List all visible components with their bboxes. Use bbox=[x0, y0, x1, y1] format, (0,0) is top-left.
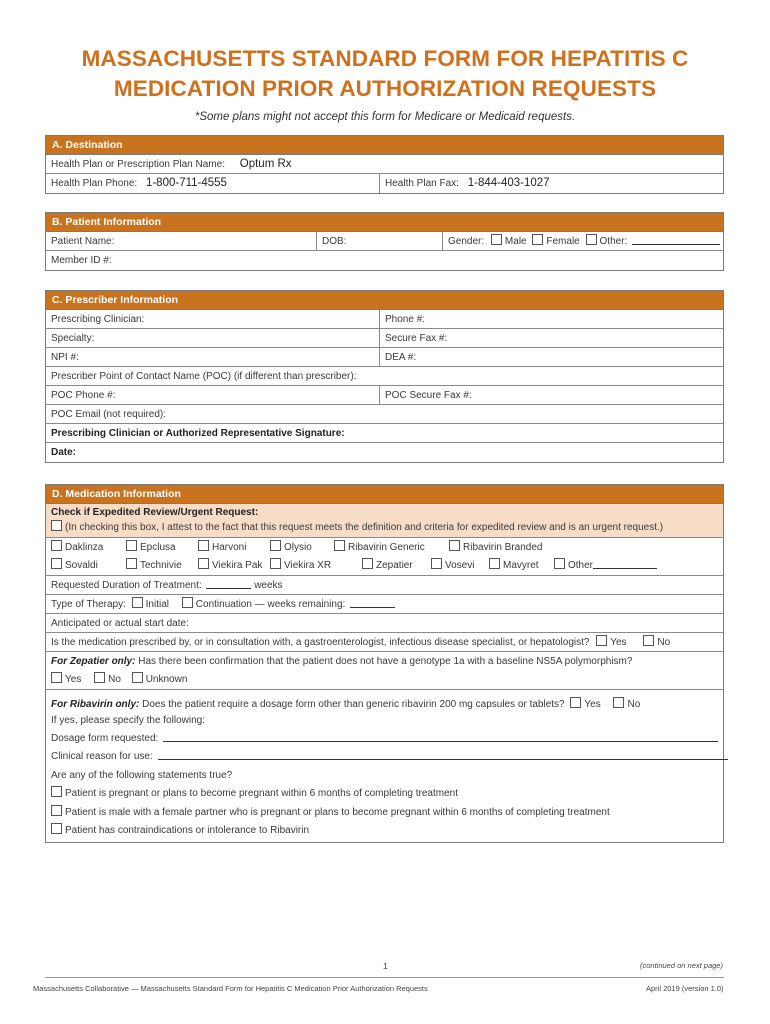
drug-ribavirin-generic[interactable]: Ribavirin Generic bbox=[334, 538, 425, 557]
start-date-field[interactable]: Anticipated or actual start date: bbox=[51, 618, 189, 629]
specialist-yes-option[interactable]: Yes bbox=[596, 637, 626, 648]
drug-viekira-xr[interactable]: Viekira XR bbox=[270, 556, 331, 575]
plan-fax-value: 1-844-403-1027 bbox=[467, 177, 550, 189]
section-patient bbox=[45, 212, 724, 271]
plan-phone-row bbox=[46, 174, 723, 193]
drug-list-row bbox=[46, 538, 723, 576]
dob-field[interactable] bbox=[316, 232, 442, 251]
drug-other-line[interactable] bbox=[593, 558, 657, 569]
plan-name-label: Health Plan or Prescription Plan Name: bbox=[51, 159, 225, 170]
duration-line[interactable] bbox=[206, 578, 251, 589]
drug-olysio[interactable]: Olysio bbox=[270, 538, 312, 557]
therapy-initial-option[interactable]: Initial bbox=[132, 599, 169, 610]
poc-fax-field[interactable]: POC Secure Fax #: bbox=[379, 386, 725, 405]
plan-fax-label: Health Plan Fax: bbox=[385, 178, 459, 189]
footer-right-text: April 2019 (version 1.0) bbox=[646, 984, 724, 993]
poc-email-row bbox=[46, 405, 723, 424]
statement-contraindications[interactable]: Patient has contraindications or intolerance to Ribavirin bbox=[51, 821, 309, 840]
start-date-row bbox=[46, 614, 723, 633]
drug-technivie[interactable]: Technivie bbox=[126, 556, 182, 575]
urgent-request-row bbox=[46, 504, 723, 538]
zepatier-row bbox=[46, 652, 723, 690]
secure-fax-field[interactable]: Secure Fax #: bbox=[379, 329, 725, 348]
gender-male-checkbox[interactable] bbox=[491, 234, 502, 245]
signature-field[interactable]: Prescribing Clinician or Authorized Representative Signature: bbox=[51, 428, 345, 439]
poc-name-field[interactable]: Prescriber Point of Contact Name (POC) (if different than prescriber): bbox=[51, 371, 357, 382]
plan-name-value: Optum Rx bbox=[239, 158, 292, 170]
footer-left-text: Massachusetts Collaborative — Massachusetts Standard Form for Hepatitis C Medication Prior Authorization Requests bbox=[33, 984, 428, 993]
prescriber-phone-field[interactable]: Phone #: bbox=[379, 310, 725, 329]
zepatier-yes-option[interactable]: Yes bbox=[51, 674, 81, 685]
gender-female-checkbox[interactable] bbox=[532, 234, 543, 245]
duration-field[interactable]: Requested Duration of Treatment: weeks bbox=[51, 580, 283, 591]
patient-name-row bbox=[46, 232, 723, 251]
drug-viekira-pak[interactable]: Viekira Pak bbox=[198, 556, 262, 575]
statements-label: Are any of the following statements true? bbox=[51, 770, 233, 781]
date-field[interactable]: Date: bbox=[51, 447, 77, 458]
poc-phone-row bbox=[46, 386, 723, 405]
section-prescriber bbox=[45, 290, 724, 463]
section-b-heading: B. Patient Information bbox=[46, 213, 723, 232]
npi-row bbox=[46, 348, 723, 367]
gender-other-option[interactable]: Other: bbox=[586, 236, 628, 247]
dosage-form-line[interactable] bbox=[163, 731, 718, 742]
clinical-reason-field[interactable]: Clinical reason for use: bbox=[51, 747, 728, 766]
clinician-row bbox=[46, 310, 723, 329]
statement-pregnant[interactable]: Patient is pregnant or plans to become pregnant within 6 months of completing treatment bbox=[51, 784, 458, 803]
zepatier-question: For Zepatier only: Has there been confirmation that the patient does not have a genotype 1a with a baseline NS5A polymorphism? bbox=[51, 656, 633, 667]
drug-harvoni[interactable]: Harvoni bbox=[198, 538, 246, 557]
ribavirin-yes-option[interactable]: Yes bbox=[570, 699, 600, 710]
continued-note: (continued on next page) bbox=[640, 961, 723, 970]
drug-epclusa[interactable]: Epclusa bbox=[126, 538, 176, 557]
ribavirin-block bbox=[46, 690, 723, 840]
patient-name-label: Patient Name: bbox=[51, 236, 115, 247]
section-medication bbox=[45, 484, 724, 843]
therapy-field: Type of Therapy: Initial Continuation — weeks remaining: bbox=[46, 595, 725, 614]
specialist-row bbox=[46, 633, 723, 652]
specialist-question: Is the medication prescribed by, or in consultation with, a gastroenterologist, infectious disease specialist, or hepatologist? Yes No bbox=[51, 637, 671, 648]
gender-female-option[interactable]: Female bbox=[532, 236, 579, 247]
title-line-1: MASSACHUSETTS STANDARD FORM FOR HEPATITIS C bbox=[81, 46, 689, 71]
ribavirin-no-option[interactable]: No bbox=[613, 699, 640, 710]
weeks-remaining-line[interactable] bbox=[350, 597, 395, 608]
drug-zepatier[interactable]: Zepatier bbox=[362, 556, 413, 575]
clinical-reason-line[interactable] bbox=[158, 749, 728, 760]
urgent-text: (In checking this box, I attest to the fact that this request meets the definition and criteria for expedited review and is an urgent request.) bbox=[65, 522, 664, 533]
gender-field bbox=[442, 232, 725, 251]
ribavirin-followup: If yes, please specify the following: bbox=[51, 715, 205, 726]
zepatier-no-option[interactable]: No bbox=[94, 674, 121, 685]
patient-name-field[interactable] bbox=[46, 232, 316, 251]
section-d-heading: D. Medication Information bbox=[46, 485, 723, 504]
urgent-checkbox[interactable] bbox=[51, 520, 62, 531]
poc-email-field[interactable]: POC Email (not required): bbox=[51, 409, 167, 420]
urgent-option[interactable] bbox=[51, 520, 663, 535]
specialist-no-option[interactable]: No bbox=[643, 637, 670, 648]
poc-name-row bbox=[46, 367, 723, 386]
section-a-heading: A. Destination bbox=[46, 136, 723, 155]
poc-phone-field[interactable]: POC Phone #: bbox=[51, 390, 116, 401]
dosage-form-field[interactable]: Dosage form requested: bbox=[51, 729, 718, 748]
gender-male-option[interactable]: Male bbox=[491, 236, 527, 247]
duration-row bbox=[46, 576, 723, 595]
plan-phone-value: 1-800-711-4555 bbox=[145, 177, 227, 189]
npi-field[interactable]: NPI #: bbox=[51, 352, 79, 363]
plan-phone-field[interactable] bbox=[46, 174, 379, 193]
footer-divider bbox=[45, 977, 724, 978]
drug-other[interactable]: Other bbox=[554, 556, 657, 575]
ribavirin-question: For Ribavirin only: Does the patient require a dosage form other than generic ribavirin 200 mg capsules or tablets? Yes No bbox=[51, 699, 641, 710]
specialty-field[interactable]: Specialty: bbox=[51, 333, 95, 344]
page-number: 1 bbox=[383, 961, 388, 971]
zepatier-unknown-option[interactable]: Unknown bbox=[132, 674, 188, 685]
therapy-row bbox=[46, 595, 723, 614]
drug-ribavirin-branded[interactable]: Ribavirin Branded bbox=[449, 538, 543, 557]
clinician-field[interactable]: Prescribing Clinician: bbox=[51, 314, 145, 325]
specialty-row bbox=[46, 329, 723, 348]
gender-other-checkbox[interactable] bbox=[586, 234, 597, 245]
form-subtitle: *Some plans might not accept this form for Medicare or Medicaid requests. bbox=[194, 111, 576, 123]
plan-fax-field[interactable] bbox=[379, 174, 725, 193]
drug-sovaldi[interactable]: Sovaldi bbox=[51, 556, 98, 575]
section-destination bbox=[45, 135, 724, 194]
zepatier-options bbox=[51, 670, 187, 689]
urgent-title: Check if Expedited Review/Urgent Request: bbox=[51, 507, 259, 518]
drug-vosevi[interactable]: Vosevi bbox=[431, 556, 474, 575]
dea-field[interactable]: DEA #: bbox=[379, 348, 725, 367]
form-title bbox=[0, 44, 770, 104]
plan-phone-label: Health Plan Phone: bbox=[51, 178, 138, 189]
plan-name-field[interactable] bbox=[46, 155, 725, 174]
dob-label: DOB: bbox=[322, 236, 347, 247]
member-id-field[interactable] bbox=[46, 251, 725, 270]
gender-label: Gender: bbox=[448, 236, 485, 247]
member-id-label: Member ID #: bbox=[51, 255, 112, 266]
therapy-continuation-option[interactable]: Continuation — weeks remaining: bbox=[182, 599, 346, 610]
plan-name-row bbox=[46, 155, 723, 174]
drug-daklinza[interactable]: Daklinza bbox=[51, 538, 103, 557]
signature-row bbox=[46, 424, 723, 443]
drug-mavyret[interactable]: Mavyret bbox=[489, 556, 539, 575]
section-c-heading: C. Prescriber Information bbox=[46, 291, 723, 310]
date-row bbox=[46, 443, 723, 462]
statement-male-partner[interactable]: Patient is male with a female partner who is pregnant or plans to become pregnant within 6 months of completing treatment bbox=[51, 803, 610, 822]
gender-other-line[interactable] bbox=[632, 234, 720, 245]
member-id-row bbox=[46, 251, 723, 270]
title-line-2: MEDICATION PRIOR AUTHORIZATION REQUESTS bbox=[113, 76, 657, 101]
